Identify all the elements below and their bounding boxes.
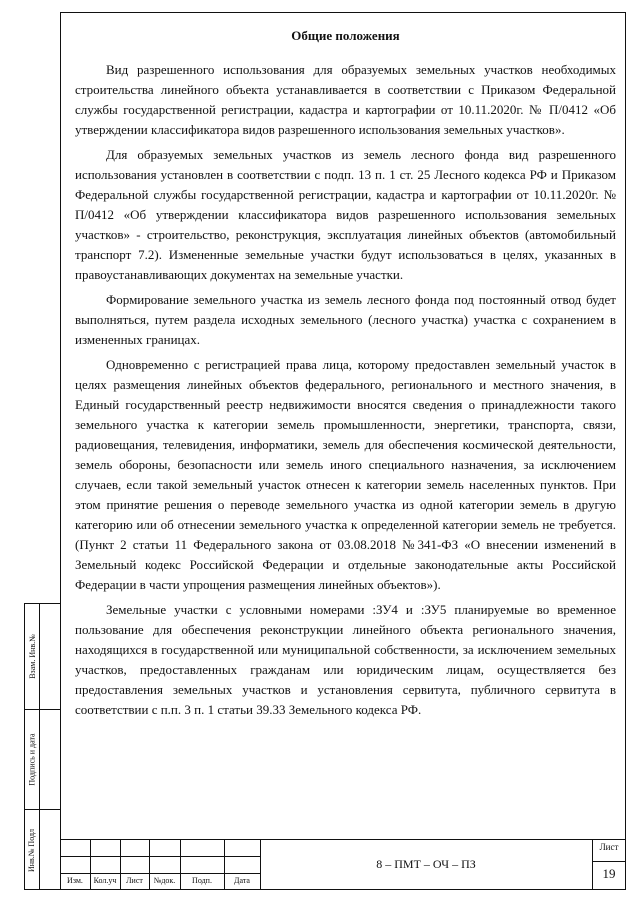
paragraph: Для образуемых земельных участков из земель лесного фонда вид разрешенного использования установлен в соответствии с подп. 13 п. 1 ст. 25 Лесного кодекса РФ и Приказом Федеральной службы государственной регистрации, кадастра и картографии от 10.11.2020г. № П/0412 «Об утверждении классификатора видов разрешенного использования земельных участков» - строительство, реконструкция, эксплуатация линейных объектов (автомобильный транспорт 7.2). Измененные земельные участки будут использоваться в целях, указанных в правоустанавливающих документах на земельные участки. [75, 147, 616, 282]
title-block-line [60, 839, 626, 840]
stamp-col-sheet: Лист [126, 876, 143, 885]
title-block [60, 839, 626, 890]
paragraph: Вид разрешенного использования для образуемых земельных участков необходимых строительства линейного объекта устанавливается в соответствии с Приказом Федеральной службы государственной регистрации, кадастра и картографии от 10.11.2020г. № П/0412 «Об утверждении классификатора видов разрешенного использования земельных участков». [75, 62, 616, 137]
stamp-col-quantity: Кол.уч [93, 876, 117, 885]
side-stamp-strip [24, 603, 60, 890]
sheet-number: 19 [602, 866, 616, 881]
side-strip-divider [39, 604, 40, 889]
stamp-col-change: Изм. [67, 876, 83, 885]
stamp-col-date: Дата [234, 876, 250, 885]
stamp-col-signature: Подп. [192, 876, 212, 885]
page-title: Общие положения [291, 28, 400, 43]
stamp-col-doc-number: №док. [153, 876, 176, 885]
side-label-signature-date: Подпись и дата [27, 732, 37, 786]
sheet-label: Лист [599, 842, 619, 852]
side-label-original-inv: Инв.№ Подл [27, 828, 37, 872]
document-code: 8 – ПМТ – ОЧ – ПЗ [376, 857, 476, 871]
title-block-line [592, 861, 626, 862]
paragraph: Земельные участки с условными номерами :ЗУ4 и :ЗУ5 планируемые во временное пользование для обеспечения реконструкции линейного объекта регионального значения, находящихся в государственной или муниципальной собственности, за исключением земельных участков, предоставленных гражданам или юридическим лицам, осуществляется без предоставления земельных участков и установления сервитута, публичного сервитута в соответствии с п.п. 3 п. 1 статьи 39.33 Земельного кодекса РФ. [75, 602, 616, 717]
paragraph: Формирование земельного участка из земель лесного фонда под постоянный отвод будет выполняться, путем раздела исходных земельного (лесного участка) участка с сохранением в измененных границах. [75, 292, 616, 347]
paragraph: Одновременно с регистрацией права лица, которому предоставлен земельный участок в целях размещения линейных объектов федерального, регионального и местного значения, в Единый государственный реестр недвижимости вносятся сведения о принадлежности такого земельного участка к категории земель промышленности, энергетики, транспорта, связи, радиовещания, телевидения, информатики, земель для обеспечения космической деятельности, земель обороны, безопасности или земель иного специального назначения, за исключением случаев, если такой земельный участок отнесен к категории земель населенных пунктов. При этом принятие решения о переводе земельного участка из одной категории земель в другую категорию или об отнесении земельного участка к определенной категории земель не требуется. (Пункт 2 статьи 11 Федерального закона от 03.08.2018 №341-ФЗ «О внесении изменений в Земельный кодекс Российской Федерации и отдельные законодательные акты Российской Федерации в части упрощения размещения линейных объектов»). [75, 357, 616, 592]
document-body [75, 20, 616, 725]
side-label-replacement-inv: Взам. Инв.№ [27, 634, 37, 679]
